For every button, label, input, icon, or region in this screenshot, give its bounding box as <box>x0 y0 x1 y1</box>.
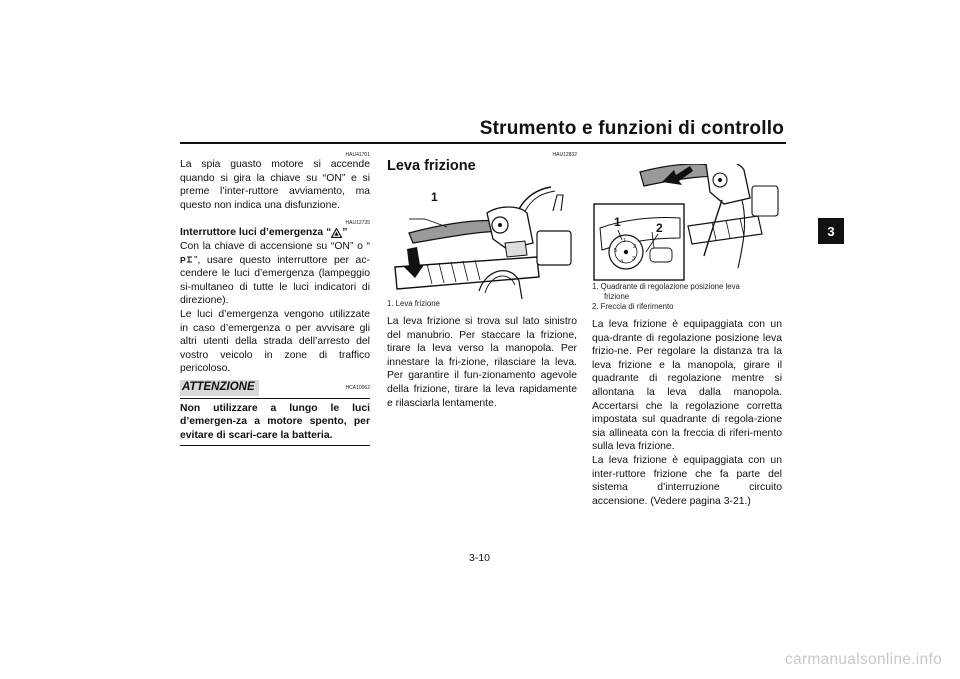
clutch-lever-heading: Leva frizione <box>387 158 476 174</box>
watermark: carmanualsonline.info <box>784 651 942 668</box>
warning-label: ATTENZIONE <box>180 380 259 396</box>
clutch-lever-paragraph: La leva frizione si trova sul lato sinistro del manubrio. Per staccare la frizione, tirare la leva verso la manopola. Per innestare la fri-zione, rilasciare la leva. Per garantire il fun-zionamento agevole della frizione, tirare la leva rapidamente e rilasciarla lentamente. <box>387 316 577 409</box>
parking-key-icon <box>180 255 194 264</box>
dial-mark: 5 <box>614 248 618 254</box>
warning-code: HCA10062 <box>345 384 370 391</box>
svg-text:P: P <box>180 255 186 265</box>
clutch-adjuster-figure <box>592 164 782 282</box>
column-middle <box>387 152 577 410</box>
dial-mark: 3 <box>632 256 636 262</box>
figure-caption: 2. Freccia di riferimento <box>592 302 674 311</box>
hazard-paragraph: Con la chiave di accensione su “ON” o “ P ”, usare questo interruttore per ac-cendere le luci d’emergenza (lampeggio si-multaneo di tutte le luci indicatori di direzione). <box>180 240 370 307</box>
figure-caption: 1. Quadrante di regolazione posizione leva frizione <box>592 282 740 301</box>
engine-light-paragraph: La spia guasto motore si accende quando si gira la chiave su “ON” e si preme l’inter-ruttore avviamento, ma questo non indica una disfunzione. <box>180 159 370 211</box>
clutch-lever-figure <box>387 181 577 299</box>
dial-mark: 1 <box>623 238 627 244</box>
section-code: HAU41701 <box>345 152 370 158</box>
clutch-lever-illustration <box>387 181 577 299</box>
hazard-switch-heading: Interruttore luci d’emergenza “ ” <box>180 227 348 239</box>
dial-mark: 2 <box>633 244 637 250</box>
chapter-tab: 3 <box>818 218 844 244</box>
column-left <box>180 152 370 446</box>
warning-header <box>180 380 370 396</box>
page-number: 3-10 <box>469 552 491 564</box>
clutch-adjuster-illustration <box>592 164 782 282</box>
figure-callout-1: 1 <box>431 190 438 204</box>
warning-bottom-rule <box>180 445 370 446</box>
adjuster-paragraph: La leva frizione è equipaggiata con un qua-drante di regolazione posizione leva frizio-ne. Per regolare la distanza tra la leva frizione e la manopola, girare il quadrante di regolazione mentre si allontana la leva dalla manopola. Accertarsi che la regolazione corretta impostata sul quadrante di regola-zione sia allineata con la freccia di riferi-mento sulla leva frizione. <box>592 319 782 453</box>
section-code: HAU12735 <box>345 220 370 227</box>
figure-callout-1: 1 <box>614 215 621 229</box>
clutch-switch-paragraph: La leva frizione è equipaggiata con un inter-ruttore frizione che fa parte del sistema d’interruzione circuito accensione. (Vedere pagina 3-21.) <box>592 454 782 507</box>
page-header-title: Strumento e funzioni di controllo <box>479 118 784 139</box>
figure-callout-2: 2 <box>656 221 663 235</box>
hazard-triangle-icon <box>331 228 342 238</box>
dial-mark: 4 <box>620 259 624 265</box>
figure-caption: 1. Leva frizione <box>387 299 440 308</box>
header-rule <box>180 142 786 144</box>
section-code: HAU12832 <box>552 152 577 158</box>
column-right <box>592 152 782 508</box>
warning-rule <box>180 398 370 399</box>
warning-text: Non utilizzare a lungo le luci d’emergen-za a motore spento, per evitare di scari-care la batteria. <box>180 402 370 441</box>
hazard-usage-paragraph: Le luci d’emergenza vengono utilizzate in caso d’emergenza o per avvisare gli altri utenti della strada dell’arresto del vostro veicolo in zone di traffico pericoloso. <box>180 308 370 375</box>
